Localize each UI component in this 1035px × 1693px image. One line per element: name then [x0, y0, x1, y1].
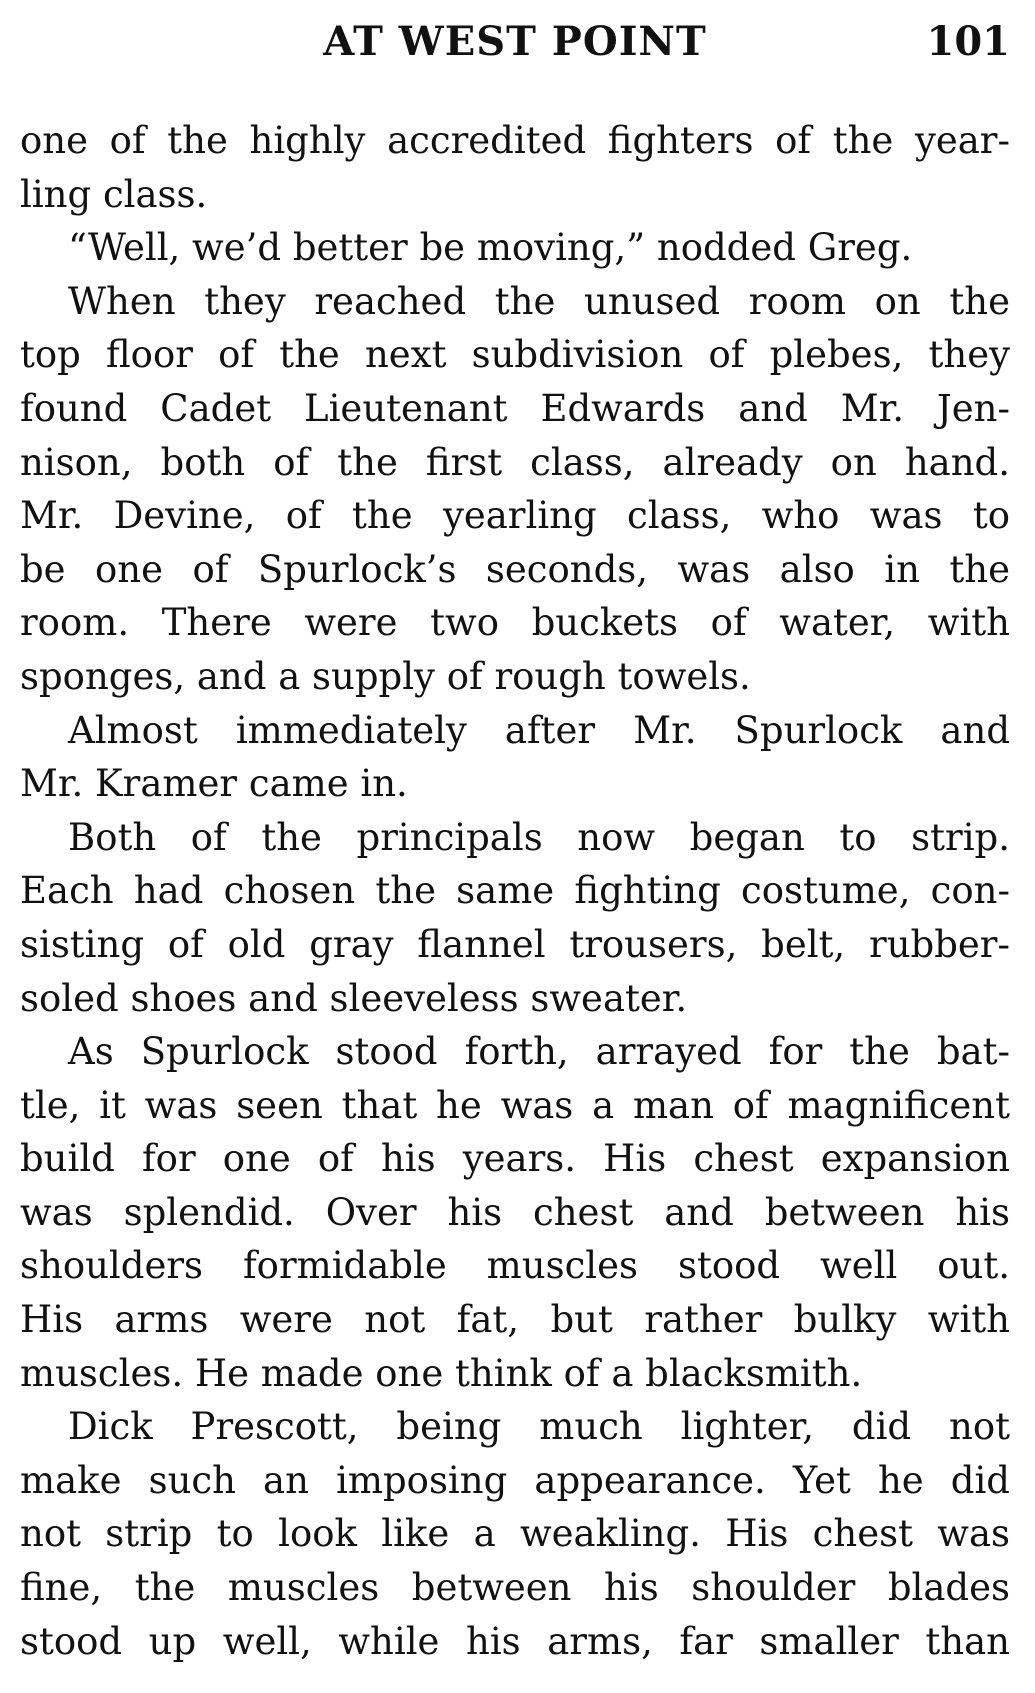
text-line: Dick Prescott, being much lighter, did not — [68, 1405, 1010, 1449]
text-line: build for one of his years. His chest expansion — [20, 1137, 1010, 1181]
text-line: nison, both of the first class, already on hand. — [20, 440, 1010, 484]
text-line: soled shoes and sleeveless sweater. — [20, 976, 688, 1020]
text-line: Mr. Kramer came in. — [20, 762, 408, 806]
text-line: Mr. Devine, of the yearling class, who was to — [20, 494, 1010, 538]
text-line: was splendid. Over his chest and between his — [20, 1190, 1010, 1234]
text-line: found Cadet Lieutenant Edwards and Mr. Jen- — [20, 386, 1010, 430]
text-line: “Well, we’d better be moving,” nodded Greg. — [68, 226, 913, 270]
text-line: be one of Spurlock’s seconds, was also in the — [20, 547, 1010, 591]
text-line: fine, the muscles between his shoulder blades — [20, 1566, 1010, 1610]
text-line: one of the highly accredited fighters of the year- — [20, 119, 1010, 162]
text-line: make such an imposing appearance. Yet he did — [20, 1458, 1010, 1502]
text-line: His arms were not fat, but rather bulky with — [20, 1298, 1010, 1342]
page-number: 101 — [926, 18, 1010, 65]
text-line: sisting of old gray flannel trousers, belt, rubber- — [20, 922, 1010, 966]
running-head: AT WEST POINT — [323, 18, 707, 65]
text-line: top floor of the next subdivision of plebes, they — [20, 333, 1010, 377]
body-text — [20, 114, 1010, 1668]
text-line: As Spurlock stood forth, arrayed for the bat- — [68, 1030, 1010, 1074]
text-line: not strip to look like a weakling. His chest was — [20, 1512, 1010, 1556]
text-line: tle, it was seen that he was a man of magnificent — [20, 1083, 1010, 1127]
text-line: Each had chosen the same fighting costume, con- — [20, 869, 1010, 913]
text-line: sponges, and a supply of rough towels. — [20, 654, 751, 698]
text-line: When they reached the unused room on the — [68, 279, 1010, 323]
text-line: muscles. He made one think of a blacksmith. — [20, 1351, 863, 1395]
text-line: stood up well, while his arms, far smaller than — [20, 1619, 1010, 1663]
text-line: Both of the principals now began to strip. — [68, 815, 1010, 859]
text-line: Almost immediately after Mr. Spurlock and — [68, 708, 1010, 752]
text-line: ling class. — [20, 172, 208, 216]
text-line: shoulders formidable muscles stood well out. — [20, 1244, 1010, 1288]
text-line: room. There were two buckets of water, with — [20, 601, 1010, 645]
page-header — [20, 14, 1010, 74]
